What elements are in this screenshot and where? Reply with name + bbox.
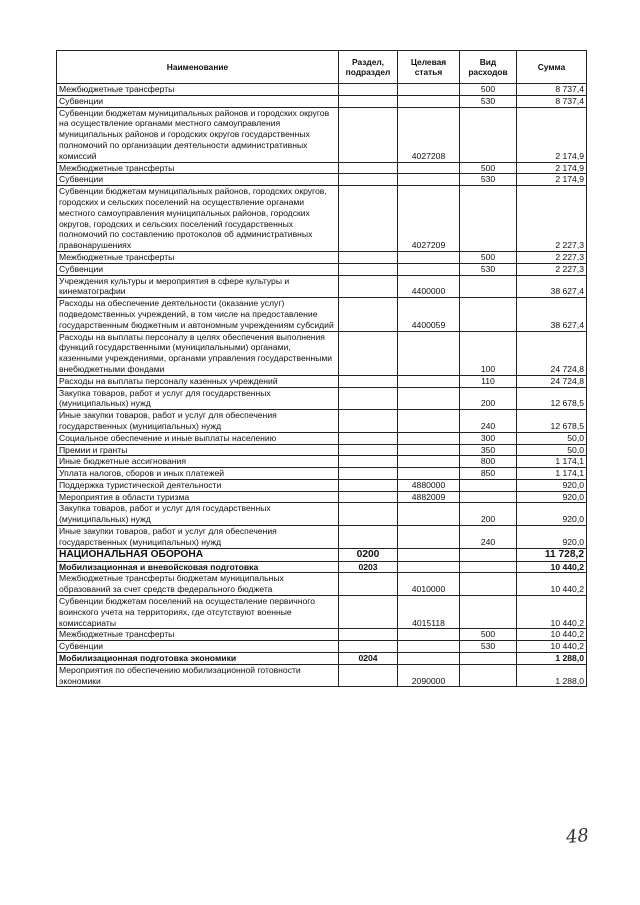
table-body	[57, 84, 587, 687]
header-name: Наименование	[57, 51, 339, 84]
row-name-cell: Мероприятия в области туризма	[57, 491, 339, 503]
row-target-cell	[398, 387, 460, 410]
row-sum-cell: 1 174,1	[517, 468, 587, 480]
row-name-cell: Межбюджетные трансферты	[57, 629, 339, 641]
row-target-cell: 4400059	[398, 298, 460, 331]
row-type-cell: 530	[460, 95, 517, 107]
row-section-cell	[339, 468, 398, 480]
row-type-cell	[460, 186, 517, 252]
header-sum: Сумма	[517, 51, 587, 84]
row-target-cell: 4400000	[398, 275, 460, 298]
row-target-cell: 4010000	[398, 573, 460, 596]
table-row	[57, 275, 587, 298]
row-sum-cell: 2 174,9	[517, 174, 587, 186]
row-section-cell	[339, 503, 398, 526]
row-section-cell	[339, 251, 398, 263]
table-row	[57, 186, 587, 252]
row-section-cell	[339, 107, 398, 162]
row-sum-cell: 12 678,5	[517, 387, 587, 410]
row-section-cell	[339, 298, 398, 331]
row-name-cell: Мобилизационная подготовка экономики	[57, 653, 339, 665]
row-section-cell	[339, 375, 398, 387]
row-target-cell: 2090000	[398, 664, 460, 687]
table-row	[57, 653, 587, 665]
table-row	[57, 503, 587, 526]
budget-table	[56, 50, 587, 687]
row-sum-cell: 2 174,9	[517, 107, 587, 162]
row-sum-cell: 920,0	[517, 526, 587, 549]
row-sum-cell: 10 440,2	[517, 641, 587, 653]
row-target-cell	[398, 641, 460, 653]
table-row	[57, 432, 587, 444]
table-row	[57, 251, 587, 263]
row-section-cell	[339, 162, 398, 174]
row-sum-cell: 38 627,4	[517, 275, 587, 298]
row-section-cell	[339, 331, 398, 375]
row-type-cell: 200	[460, 387, 517, 410]
row-sum-cell: 1 174,1	[517, 456, 587, 468]
row-name-cell: Закупка товаров, работ и услуг для государственных (муниципальных) нужд	[57, 503, 339, 526]
row-name-cell: Премии и гранты	[57, 444, 339, 456]
row-name-cell: Субвенции бюджетам муниципальных районов, городских округов, городских и сельских поселений на осуществление органами местного самоуправления муниципальных районов, городских округов, городских и сельских поселений государственных полномочий по составлению протоколов об административных правонарушениях	[57, 186, 339, 252]
page-number: 48	[564, 824, 590, 849]
row-name-cell: Межбюджетные трансферты	[57, 251, 339, 263]
row-sum-cell: 1 288,0	[517, 664, 587, 687]
table-row	[57, 479, 587, 491]
row-type-cell: 240	[460, 410, 517, 433]
table-row	[57, 162, 587, 174]
row-target-cell	[398, 432, 460, 444]
row-type-cell	[460, 573, 517, 596]
row-name-cell: Субвенции	[57, 174, 339, 186]
table-header	[57, 51, 587, 84]
row-sum-cell: 2 227,3	[517, 251, 587, 263]
table-row	[57, 641, 587, 653]
row-name-cell: Уплата налогов, сборов и иных платежей	[57, 468, 339, 480]
row-target-cell	[398, 468, 460, 480]
row-section-cell	[339, 444, 398, 456]
row-type-cell	[460, 653, 517, 665]
row-target-cell: 4027209	[398, 186, 460, 252]
row-target-cell	[398, 263, 460, 275]
row-type-cell	[460, 596, 517, 629]
row-name-cell: Закупка товаров, работ и услуг для государственных (муниципальных) нужд	[57, 387, 339, 410]
row-target-cell: 4027208	[398, 107, 460, 162]
table-row	[57, 526, 587, 549]
row-section-cell	[339, 432, 398, 444]
row-name-cell: Поддержка туристической деятельности	[57, 479, 339, 491]
row-target-cell	[398, 331, 460, 375]
row-section-cell	[339, 410, 398, 433]
row-name-cell: Мобилизационная и вневойсковая подготовка	[57, 561, 339, 573]
row-sum-cell: 11 728,2	[517, 548, 587, 561]
row-type-cell	[460, 298, 517, 331]
row-type-cell	[460, 561, 517, 573]
row-type-cell: 850	[460, 468, 517, 480]
row-name-cell: Субвенции	[57, 95, 339, 107]
table-row	[57, 375, 587, 387]
row-section-cell	[339, 596, 398, 629]
table-row	[57, 84, 587, 96]
row-type-cell: 100	[460, 331, 517, 375]
row-section-cell	[339, 275, 398, 298]
row-sum-cell: 2 227,3	[517, 263, 587, 275]
table-row	[57, 444, 587, 456]
row-target-cell	[398, 444, 460, 456]
row-sum-cell: 24 724,8	[517, 375, 587, 387]
row-type-cell: 800	[460, 456, 517, 468]
row-section-cell	[339, 664, 398, 687]
row-type-cell: 530	[460, 174, 517, 186]
table-row	[57, 573, 587, 596]
row-target-cell: 4880000	[398, 479, 460, 491]
row-section-cell	[339, 491, 398, 503]
row-section-cell	[339, 387, 398, 410]
row-target-cell	[398, 84, 460, 96]
row-section-cell	[339, 629, 398, 641]
row-section-cell	[339, 573, 398, 596]
row-name-cell: Расходы на выплаты персоналу казенных учреждений	[57, 375, 339, 387]
table-row	[57, 664, 587, 687]
row-sum-cell: 10 440,2	[517, 596, 587, 629]
row-section-cell	[339, 263, 398, 275]
row-section-cell	[339, 641, 398, 653]
row-section-cell: 0204	[339, 653, 398, 665]
table-row	[57, 491, 587, 503]
table-row	[57, 548, 587, 561]
row-target-cell	[398, 162, 460, 174]
row-type-cell	[460, 479, 517, 491]
row-target-cell	[398, 548, 460, 561]
table-row	[57, 263, 587, 275]
row-name-cell: Субвенции бюджетам муниципальных районов и городских округов на осуществление органами местного самоуправления муниципальных районов и городских округов государственных полномочий по организации деятельности административных комиссий	[57, 107, 339, 162]
row-sum-cell: 2 174,9	[517, 162, 587, 174]
row-section-cell	[339, 174, 398, 186]
row-section-cell	[339, 84, 398, 96]
header-type: Вид расходов	[460, 51, 517, 84]
row-sum-cell: 10 440,2	[517, 561, 587, 573]
row-type-cell: 350	[460, 444, 517, 456]
row-name-cell: Субвенции бюджетам поселений на осуществление первичного воинского учета на территориях, где отсутствуют военные комиссариаты	[57, 596, 339, 629]
table-row	[57, 629, 587, 641]
row-name-cell: Мероприятия по обеспечению мобилизационной готовности экономики	[57, 664, 339, 687]
row-target-cell	[398, 526, 460, 549]
row-sum-cell: 50,0	[517, 444, 587, 456]
row-target-cell	[398, 375, 460, 387]
table-row	[57, 596, 587, 629]
row-target-cell: 4882009	[398, 491, 460, 503]
row-target-cell	[398, 629, 460, 641]
row-section-cell: 0200	[339, 548, 398, 561]
row-target-cell	[398, 456, 460, 468]
row-sum-cell: 2 227,3	[517, 186, 587, 252]
row-section-cell: 0203	[339, 561, 398, 573]
row-type-cell: 530	[460, 263, 517, 275]
table-row	[57, 107, 587, 162]
row-target-cell	[398, 653, 460, 665]
table-row	[57, 456, 587, 468]
row-type-cell: 300	[460, 432, 517, 444]
table-row	[57, 95, 587, 107]
row-name-cell: Социальное обеспечение и иные выплаты населению	[57, 432, 339, 444]
row-target-cell: 4015118	[398, 596, 460, 629]
row-section-cell	[339, 479, 398, 491]
row-type-cell	[460, 275, 517, 298]
row-sum-cell: 920,0	[517, 491, 587, 503]
row-section-cell	[339, 95, 398, 107]
row-sum-cell: 24 724,8	[517, 331, 587, 375]
row-type-cell	[460, 491, 517, 503]
row-target-cell	[398, 561, 460, 573]
row-type-cell: 240	[460, 526, 517, 549]
row-sum-cell: 38 627,4	[517, 298, 587, 331]
row-type-cell: 110	[460, 375, 517, 387]
row-section-cell	[339, 526, 398, 549]
row-name-cell: Иные закупки товаров, работ и услуг для обеспечения государственных (муниципальных) нужд	[57, 526, 339, 549]
row-name-cell: Субвенции	[57, 641, 339, 653]
row-section-cell	[339, 186, 398, 252]
row-name-cell: Межбюджетные трансферты бюджетам муниципальных образований за счет средств федерального бюджета	[57, 573, 339, 596]
row-type-cell: 500	[460, 629, 517, 641]
row-sum-cell: 920,0	[517, 503, 587, 526]
row-type-cell: 500	[460, 84, 517, 96]
row-type-cell: 530	[460, 641, 517, 653]
row-sum-cell: 8 737,4	[517, 84, 587, 96]
row-sum-cell: 8 737,4	[517, 95, 587, 107]
header-target: Целевая статья	[398, 51, 460, 84]
row-name-cell: НАЦИОНАЛЬНАЯ ОБОРОНА	[57, 548, 339, 561]
row-target-cell	[398, 174, 460, 186]
table-row	[57, 174, 587, 186]
row-type-cell	[460, 664, 517, 687]
row-name-cell: Расходы на выплаты персоналу в целях обеспечения выполнения функций государственными (муниципальными) органами, казенными учреждениями, органами управления государственными внебюджетными фондами	[57, 331, 339, 375]
header-section: Раздел, подраздел	[339, 51, 398, 84]
row-type-cell	[460, 107, 517, 162]
row-target-cell	[398, 251, 460, 263]
row-type-cell	[460, 548, 517, 561]
table-row	[57, 561, 587, 573]
row-sum-cell: 12 678,5	[517, 410, 587, 433]
row-section-cell	[339, 456, 398, 468]
row-name-cell: Иные бюджетные ассигнования	[57, 456, 339, 468]
table-row	[57, 298, 587, 331]
row-sum-cell: 1 288,0	[517, 653, 587, 665]
row-name-cell: Межбюджетные трансферты	[57, 162, 339, 174]
table-row	[57, 410, 587, 433]
table-row	[57, 468, 587, 480]
header-row	[57, 51, 587, 84]
row-type-cell: 200	[460, 503, 517, 526]
row-target-cell	[398, 95, 460, 107]
table-row	[57, 331, 587, 375]
row-sum-cell: 10 440,2	[517, 629, 587, 641]
row-target-cell	[398, 410, 460, 433]
row-type-cell: 500	[460, 251, 517, 263]
row-sum-cell: 920,0	[517, 479, 587, 491]
row-sum-cell: 50,0	[517, 432, 587, 444]
row-target-cell	[398, 503, 460, 526]
row-name-cell: Расходы на обеспечение деятельности (оказание услуг) подведомственных учреждений, в том числе на предоставление государственным бюджетным и автономным учреждениям субсидий	[57, 298, 339, 331]
table-row	[57, 387, 587, 410]
row-type-cell: 500	[460, 162, 517, 174]
row-name-cell: Межбюджетные трансферты	[57, 84, 339, 96]
row-sum-cell: 10 440,2	[517, 573, 587, 596]
row-name-cell: Учреждения культуры и мероприятия в сфере культуры и кинематографии	[57, 275, 339, 298]
row-name-cell: Иные закупки товаров, работ и услуг для обеспечения государственных (муниципальных) нужд	[57, 410, 339, 433]
row-name-cell: Субвенции	[57, 263, 339, 275]
